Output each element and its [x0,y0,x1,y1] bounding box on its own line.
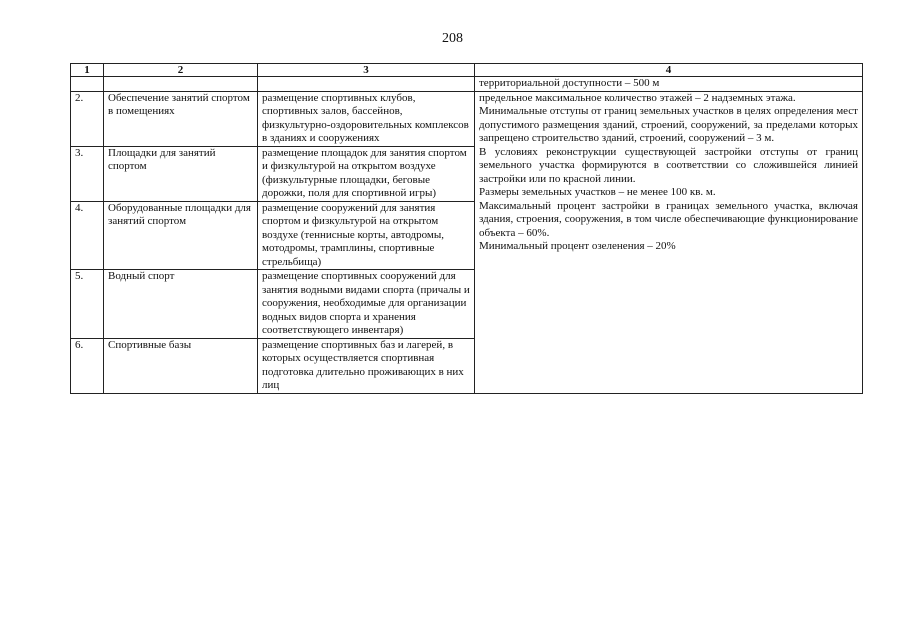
parameter-text: Размеры земельных участков – не менее 100 кв. м. [479,186,716,198]
parameter-text: предельное максимальное количество этажей – 2 надземных этажа. [479,91,796,104]
column-header-4: 4 [475,64,863,77]
use-type-description: размещение спортивных клубов, спортивных залов, бассейнов, физкультурно-оздоровительных комплексов в зданиях и сооружениях [258,91,475,146]
use-type-name: Площадки для занятий спортом [104,146,258,201]
use-type-name: Водный спорт [104,270,258,339]
column-header-1: 1 [71,64,104,77]
use-type-description: размещение спортивных сооружений для занятия водными видами спорта (причалы и сооружения, необходимые для организации водных видов спорта и хранения соответствующего инвентаря) [258,270,475,339]
continuation-text: территориальной доступности – 500 м [475,77,863,92]
cell-empty [258,77,475,92]
table-row-continuation [71,77,863,92]
use-type-description: размещение площадок для занятия спортом и физкультурой на открытом воздухе (физкультурные площадки, беговые дорожки, поля для спортивной игры) [258,146,475,201]
cell-empty [104,77,258,92]
column-header-3: 3 [258,64,475,77]
row-number: 5. [71,270,104,339]
row-number: 4. [71,201,104,270]
table-header-row [71,64,863,77]
parameter-text: Максимальный процент застройки в границах земельного участка, включая здания, строения, сооружения, в том числе обеспечивающие функционирование объекта – 60%. [479,199,858,239]
parameters-cell [475,91,863,393]
column-header-2: 2 [104,64,258,77]
use-type-description: размещение спортивных баз и лагерей, в которых осуществляется спортивная подготовка длительно проживающих в них лиц [258,338,475,393]
row-number: 2. [71,91,104,146]
use-type-name: Спортивные базы [104,338,258,393]
use-type-name: Обеспечение занятий спортом в помещениях [104,91,258,146]
parameter-text: В условиях реконструкции существующей застройки отступы от границ земельного участка формируются в соответствии со сложившейся линией застройки или по красной линии. [479,145,858,185]
row-number: 6. [71,338,104,393]
parameter-text: Минимальный процент озеленения – 20% [479,240,676,252]
table-row [71,91,863,146]
zoning-regulations-table [70,63,863,394]
cell-empty [71,77,104,92]
row-number: 3. [71,146,104,201]
use-type-description: размещение сооружений для занятия спортом и физкультурой на открытом воздухе (теннисные корты, автодромы, мотодромы, трамплины, спортивные стрельбища) [258,201,475,270]
use-type-name: Оборудованные площадки для занятий спортом [104,201,258,270]
parameter-text: Минимальные отступы от границ земельных участков в целях определения мест допустимого размещения зданий, строений, сооружений, за пределами которых запрещено строительство зданий, строений, сооружений – 3 м. [479,105,858,144]
page-number: 208 [442,31,463,46]
